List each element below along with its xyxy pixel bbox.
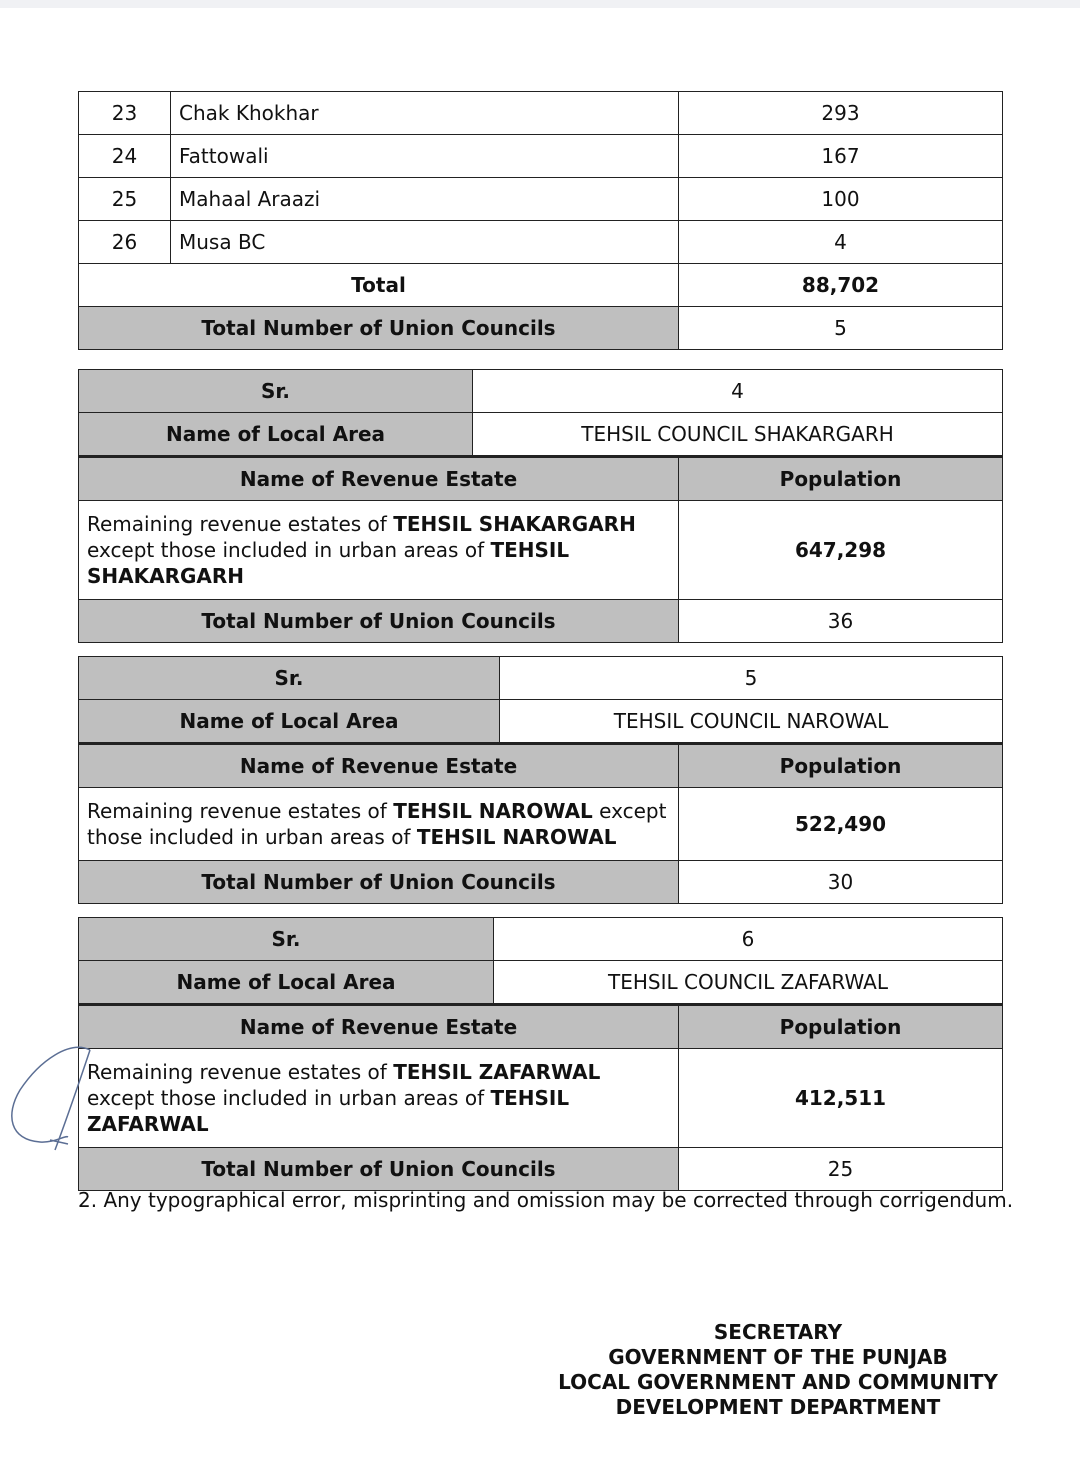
- union-councils-value: 5: [679, 307, 1003, 350]
- sr-label: Sr.: [79, 918, 494, 961]
- revenue-estate-header: Name of Revenue Estate: [79, 1005, 679, 1049]
- local-area-value: TEHSIL COUNCIL NAROWAL: [500, 700, 1003, 744]
- total-row: [79, 264, 1003, 307]
- top-bar: [0, 0, 1080, 8]
- council-table-shakargarh: [78, 369, 1003, 643]
- desc-text: except those included in urban areas of: [87, 799, 667, 849]
- estate-name-cell: Mahaal Araazi: [171, 178, 679, 221]
- tehsil-name: TEHSIL ZAFARWAL: [393, 1060, 601, 1084]
- sr-value: 5: [500, 657, 1003, 700]
- population-value: 522,490: [679, 788, 1003, 861]
- sr-label: Sr.: [79, 370, 473, 413]
- revenue-estate-header: Name of Revenue Estate: [79, 457, 679, 501]
- population-value: 412,511: [679, 1049, 1003, 1148]
- union-councils-value: 30: [679, 861, 1003, 904]
- sr-row: [79, 657, 1003, 700]
- union-councils-row: [79, 1148, 1003, 1191]
- local-area-row: [79, 413, 1003, 457]
- revenue-estates-table: [78, 91, 1003, 350]
- council-table-zafarwal: [78, 917, 1003, 1191]
- union-councils-value: 25: [679, 1148, 1003, 1191]
- local-area-row: [79, 700, 1003, 744]
- tehsil-name: TEHSIL NAROWAL: [393, 799, 593, 823]
- local-area-label: Name of Local Area: [79, 700, 500, 744]
- estate-name-cell: Chak Khokhar: [171, 92, 679, 135]
- population-header: Population: [679, 457, 1003, 501]
- table-row: [79, 135, 1003, 178]
- revenue-estate-header: Name of Revenue Estate: [79, 744, 679, 788]
- sr-cell: 26: [79, 221, 171, 264]
- estate-row: [79, 501, 1003, 600]
- local-area-value: TEHSIL COUNCIL SHAKARGARH: [473, 413, 1003, 457]
- table-row: [79, 92, 1003, 135]
- estate-description: [79, 501, 679, 600]
- desc-text: Remaining revenue estates of: [87, 799, 394, 823]
- total-label: Total: [79, 264, 679, 307]
- estate-description: [79, 1049, 679, 1148]
- sr-cell: 25: [79, 178, 171, 221]
- population-header: Population: [679, 1005, 1003, 1049]
- union-councils-value: 36: [679, 600, 1003, 643]
- header-row: [79, 744, 1003, 788]
- tehsil-name: TEHSIL NAROWAL: [416, 825, 617, 849]
- signature-line: DEVELOPMENT DEPARTMENT: [615, 1395, 941, 1419]
- header-row: [79, 457, 1003, 501]
- council-table-narowal: [78, 656, 1003, 904]
- estate-name-cell: Fattowali: [171, 135, 679, 178]
- desc-text: Remaining revenue estates of: [87, 512, 394, 536]
- total-value: 88,702: [679, 264, 1003, 307]
- union-councils-label: Total Number of Union Councils: [79, 861, 679, 904]
- local-area-label: Name of Local Area: [79, 413, 473, 457]
- sr-value: 4: [473, 370, 1003, 413]
- header-row: [79, 1005, 1003, 1049]
- population-cell: 100: [679, 178, 1003, 221]
- population-cell: 293: [679, 92, 1003, 135]
- population-cell: 167: [679, 135, 1003, 178]
- desc-text: Remaining revenue estates of: [87, 1060, 394, 1084]
- sr-label: Sr.: [79, 657, 500, 700]
- handwritten-mark-icon: [0, 1040, 110, 1160]
- signature-line: LOCAL GOVERNMENT AND COMMUNITY: [558, 1370, 998, 1394]
- local-area-row: [79, 961, 1003, 1005]
- local-area-label: Name of Local Area: [79, 961, 494, 1005]
- union-councils-row: [79, 861, 1003, 904]
- corrigendum-note: 2. Any typographical error, misprinting and omission may be corrected through corrigendum.: [78, 1188, 1014, 1212]
- estate-row: [79, 788, 1003, 861]
- signature-block: [558, 1320, 998, 1420]
- sr-value: 6: [494, 918, 1003, 961]
- tehsil-name: TEHSIL ZAFARWAL: [87, 1086, 570, 1136]
- population-header: Population: [679, 744, 1003, 788]
- sr-cell: 23: [79, 92, 171, 135]
- estate-description: [79, 788, 679, 861]
- desc-text: except those included in urban areas of: [87, 1086, 491, 1110]
- union-councils-row: [79, 600, 1003, 643]
- estate-row: [79, 1049, 1003, 1148]
- sr-row: [79, 918, 1003, 961]
- desc-text: except those included in urban areas of: [87, 538, 491, 562]
- tehsil-name: TEHSIL SHAKARGARH: [393, 512, 636, 536]
- table-row: [79, 178, 1003, 221]
- sr-cell: 24: [79, 135, 171, 178]
- table-row: [79, 221, 1003, 264]
- signature-line: SECRETARY: [713, 1320, 843, 1344]
- union-councils-label: Total Number of Union Councils: [79, 1148, 679, 1191]
- population-value: 647,298: [679, 501, 1003, 600]
- union-councils-row: [79, 307, 1003, 350]
- union-councils-label: Total Number of Union Councils: [79, 600, 679, 643]
- estate-name-cell: Musa BC: [171, 221, 679, 264]
- tehsil-name: TEHSIL SHAKARGARH: [87, 538, 570, 588]
- signature-line: GOVERNMENT OF THE PUNJAB: [608, 1345, 948, 1369]
- sr-row: [79, 370, 1003, 413]
- local-area-value: TEHSIL COUNCIL ZAFARWAL: [494, 961, 1003, 1005]
- population-cell: 4: [679, 221, 1003, 264]
- union-councils-label: Total Number of Union Councils: [79, 307, 679, 350]
